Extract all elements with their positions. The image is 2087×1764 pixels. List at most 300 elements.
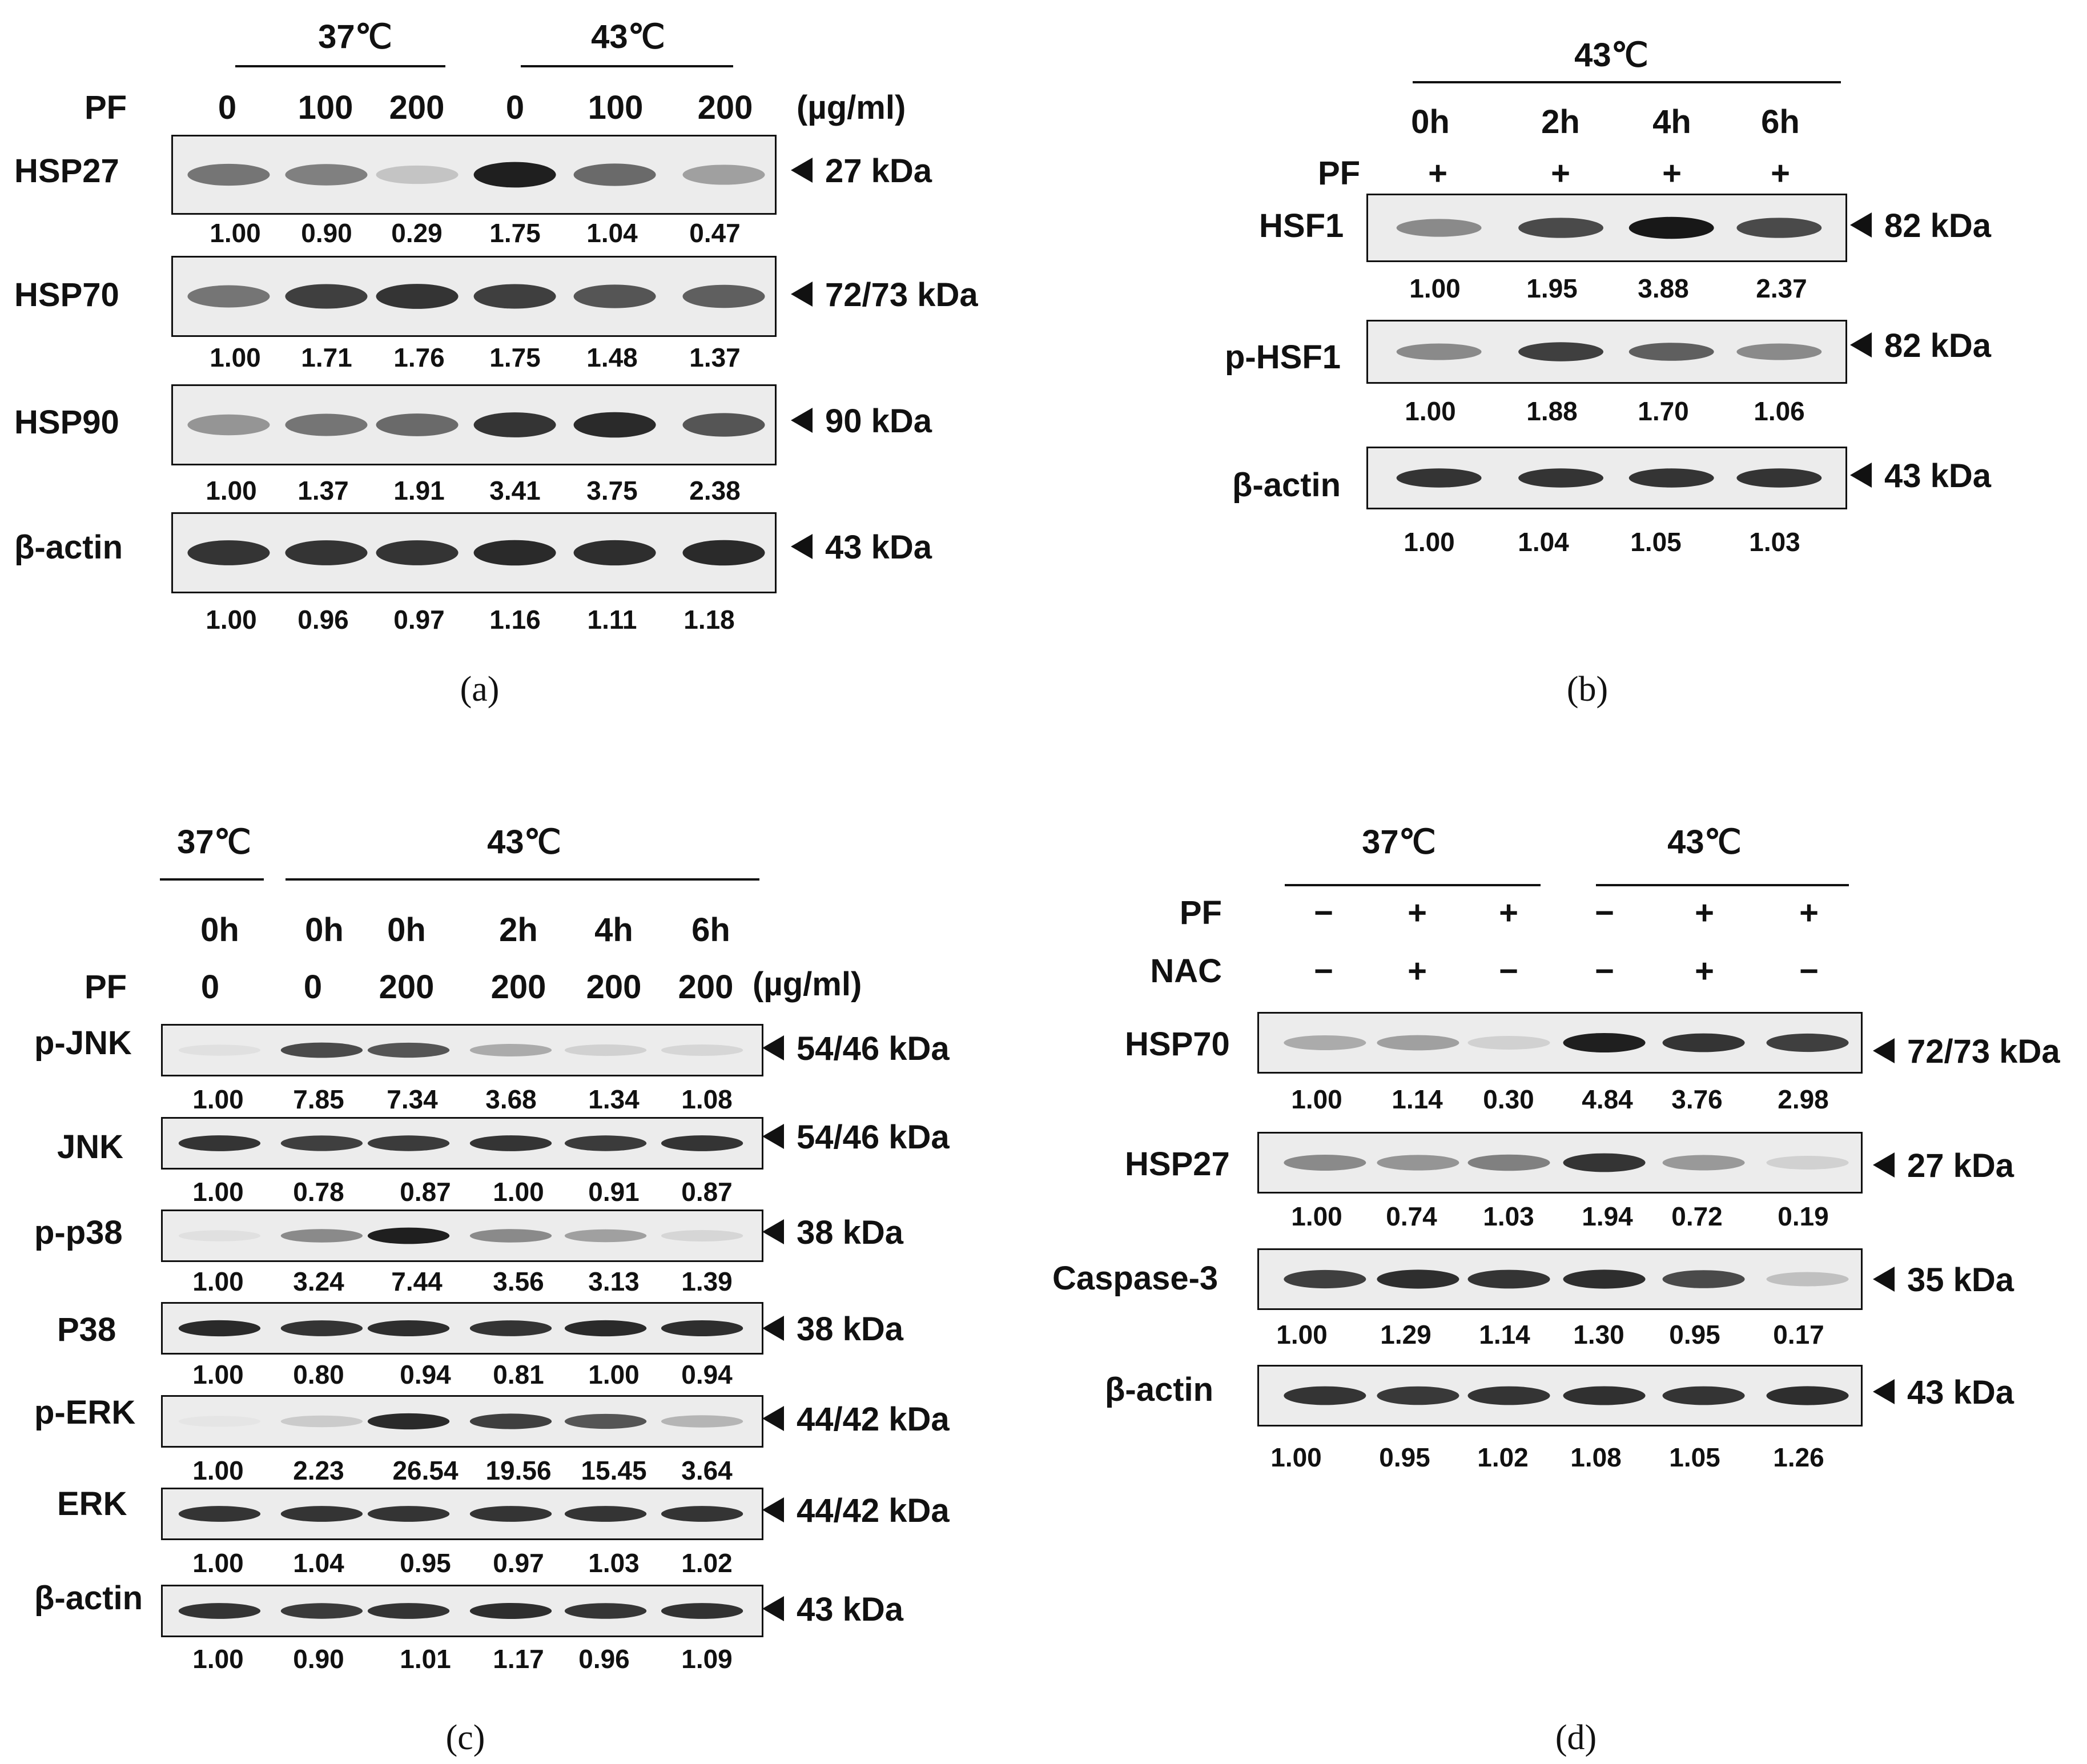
mw-marker: 43 kDa xyxy=(1873,1373,2014,1412)
blot-band xyxy=(368,1506,449,1522)
blot-band xyxy=(281,1506,363,1522)
temp-bar-43 xyxy=(285,878,759,881)
dose-label: 200 xyxy=(389,89,445,126)
quant-value: 0.97 xyxy=(493,1548,544,1578)
quant-value: 0.97 xyxy=(393,605,445,634)
blot-band xyxy=(1767,1386,1849,1405)
quant-value: 1.08 xyxy=(681,1084,733,1114)
temp-bar-37 xyxy=(235,65,445,67)
quant-value: 0.17 xyxy=(1773,1320,1824,1349)
arrow-icon xyxy=(762,1596,784,1621)
blot-band xyxy=(179,1135,260,1151)
temp-label-37: 37℃ xyxy=(1362,823,1436,861)
blot-band xyxy=(470,1044,552,1056)
arrow-icon xyxy=(762,1219,784,1244)
time-label: 0h xyxy=(1411,103,1450,140)
blot-band xyxy=(285,284,367,309)
quant-value: 1.00 xyxy=(192,1177,244,1207)
dose-label: 0 xyxy=(200,969,220,1006)
arrow-icon xyxy=(1873,1152,1895,1178)
blot-bands xyxy=(1368,322,1845,382)
dose-label: 0 xyxy=(505,89,525,126)
mw-marker: 44/42 kDa xyxy=(762,1492,950,1530)
quant-value: 0.90 xyxy=(293,1644,344,1674)
pf-sign: + xyxy=(1551,155,1570,192)
nac-sign: − xyxy=(1595,953,1614,990)
blot-band xyxy=(661,1320,743,1336)
mw-marker: 27 kDa xyxy=(1873,1147,2014,1185)
time-label: 4h xyxy=(594,911,633,949)
protein-label: HSP27 xyxy=(14,152,119,190)
blot-image xyxy=(1257,1248,1863,1310)
pf-sign: + xyxy=(1662,155,1682,192)
quant-value: 1.03 xyxy=(588,1548,640,1578)
temp-bar-43 xyxy=(521,65,733,67)
quant-value: 1.09 xyxy=(681,1644,733,1674)
blot-band xyxy=(682,540,765,566)
blot-image xyxy=(171,512,777,593)
blot-band xyxy=(682,285,765,308)
blot-band xyxy=(1736,218,1821,238)
blot-band xyxy=(179,1416,260,1427)
dose-label: 100 xyxy=(297,89,353,126)
quant-value: 3.76 xyxy=(1671,1084,1723,1114)
blot-image xyxy=(1366,194,1847,262)
protein-label: JNK xyxy=(57,1128,124,1166)
quant-value: 1.14 xyxy=(1479,1320,1530,1349)
blot-band xyxy=(574,284,656,308)
blot-bands xyxy=(1368,448,1845,508)
blot-image xyxy=(161,1302,763,1355)
quant-value: 7.85 xyxy=(293,1084,344,1114)
blot-band xyxy=(285,540,367,565)
quant-value: 1.00 xyxy=(1270,1442,1322,1472)
blot-bands xyxy=(1259,1014,1861,1072)
panel-caption: (a) xyxy=(460,670,500,709)
blot-band xyxy=(1284,1387,1366,1405)
blot-band xyxy=(1467,1155,1550,1171)
nac-sign: − xyxy=(1314,953,1333,990)
temp-label-37: 37℃ xyxy=(318,18,392,55)
blot-bands xyxy=(173,258,775,335)
blot-bands xyxy=(163,1397,762,1446)
blot-image xyxy=(171,384,777,465)
blot-band xyxy=(574,540,656,565)
quant-value: 0.87 xyxy=(400,1177,451,1207)
blot-band xyxy=(474,162,556,188)
blot-band xyxy=(281,1229,363,1243)
blot-band xyxy=(682,413,765,436)
blot-band xyxy=(661,1044,743,1056)
quant-value: 7.44 xyxy=(391,1267,443,1296)
blot-band xyxy=(376,166,459,184)
blot-image xyxy=(161,1395,763,1448)
quant-value: 1.00 xyxy=(1404,527,1455,557)
quant-value: 0.29 xyxy=(391,218,443,248)
protein-label: HSP70 xyxy=(14,276,119,314)
blot-band xyxy=(187,540,270,565)
mw-marker: 82 kDa xyxy=(1850,207,1991,245)
temp-label-43: 43℃ xyxy=(591,18,665,55)
blot-band xyxy=(179,1506,260,1522)
blot-band xyxy=(1663,1387,1745,1405)
quant-value: 1.76 xyxy=(393,343,445,372)
blot-band xyxy=(661,1135,743,1151)
protein-label: p-ERK xyxy=(34,1394,136,1431)
blot-band xyxy=(1518,468,1603,487)
protein-label: HSP90 xyxy=(14,404,119,441)
quant-value: 0.95 xyxy=(1669,1320,1720,1349)
blot-band xyxy=(1663,1155,1745,1170)
quant-value: 1.00 xyxy=(588,1360,640,1389)
mw-marker: 35 kDa xyxy=(1873,1261,2014,1299)
protein-label: P38 xyxy=(57,1311,116,1348)
blot-bands xyxy=(1368,195,1845,260)
mw-marker: 27 kDa xyxy=(791,152,932,190)
time-label: 0h xyxy=(200,911,239,949)
quant-value: 7.34 xyxy=(387,1084,438,1114)
blot-image xyxy=(171,135,777,215)
blot-band xyxy=(285,164,367,186)
quant-value: 1.14 xyxy=(1392,1084,1443,1114)
quant-value: 3.56 xyxy=(493,1267,544,1296)
quant-value: 1.00 xyxy=(192,1084,244,1114)
quant-value: 3.88 xyxy=(1638,274,1689,303)
blot-band xyxy=(1563,1269,1646,1288)
quant-value: 0.95 xyxy=(400,1548,451,1578)
blot-band xyxy=(1467,1036,1550,1050)
blot-band xyxy=(682,164,765,184)
nac-label: NAC xyxy=(1150,953,1222,990)
pf-sign: − xyxy=(1314,894,1333,931)
quant-value: 2.23 xyxy=(293,1456,344,1485)
dose-label: 200 xyxy=(586,969,642,1006)
mw-marker: 72/73 kDa xyxy=(1873,1032,2060,1071)
quant-value: 0.90 xyxy=(301,218,352,248)
time-label: 2h xyxy=(499,911,538,949)
quant-value: 0.95 xyxy=(1379,1442,1430,1472)
quant-value: 1.00 xyxy=(210,343,261,372)
quant-value: 1.71 xyxy=(301,343,352,372)
quant-value: 1.00 xyxy=(1291,1084,1342,1114)
blot-band xyxy=(368,1413,449,1429)
dose-label: 0 xyxy=(303,969,323,1006)
treatment-label: PF xyxy=(1318,155,1361,192)
blot-band xyxy=(565,1414,646,1429)
protein-label: p-HSF1 xyxy=(1225,339,1341,376)
quant-value: 1.29 xyxy=(1380,1320,1431,1349)
protein-label: β-actin xyxy=(1105,1371,1214,1408)
mw-marker: 54/46 kDa xyxy=(762,1030,950,1068)
blot-band xyxy=(1377,1155,1459,1170)
quant-value: 1.00 xyxy=(1409,274,1461,303)
quant-value: 1.70 xyxy=(1638,396,1689,426)
quant-value: 1.11 xyxy=(587,605,637,634)
quant-value: 3.75 xyxy=(586,476,638,505)
arrow-icon xyxy=(791,282,813,307)
blot-band xyxy=(1284,1155,1366,1171)
blot-band xyxy=(470,1229,552,1243)
blot-bands xyxy=(1259,1134,1861,1192)
blot-band xyxy=(376,284,459,309)
temp-label-43: 43℃ xyxy=(487,823,561,861)
blot-band xyxy=(1629,217,1714,239)
arrow-icon xyxy=(1873,1379,1895,1404)
pf-sign: − xyxy=(1595,894,1614,931)
blot-band xyxy=(661,1603,743,1619)
quant-value: 1.00 xyxy=(493,1177,544,1207)
quant-value: 3.68 xyxy=(485,1084,537,1114)
blot-band xyxy=(565,1135,646,1151)
blot-band xyxy=(368,1043,449,1058)
quant-value: 1.03 xyxy=(1483,1202,1534,1231)
quant-value: 1.00 xyxy=(206,605,257,634)
arrow-icon xyxy=(791,534,813,559)
quant-value: 1.05 xyxy=(1630,527,1682,557)
dose-label: 200 xyxy=(379,969,435,1006)
quant-value: 1.30 xyxy=(1573,1320,1624,1349)
mw-marker: 54/46 kDa xyxy=(762,1118,950,1156)
blot-band xyxy=(1518,218,1603,238)
quant-value: 1.00 xyxy=(206,476,257,505)
blot-band xyxy=(1397,219,1482,236)
quant-value: 1.75 xyxy=(489,343,541,372)
quant-value: 1.00 xyxy=(192,1548,244,1578)
arrow-icon xyxy=(762,1035,784,1060)
pf-sign: + xyxy=(1499,894,1518,931)
quant-value: 0.47 xyxy=(689,218,741,248)
protein-label: β-actin xyxy=(34,1580,143,1617)
blot-band xyxy=(470,1320,552,1336)
blot-band xyxy=(470,1603,552,1619)
nac-sign: + xyxy=(1695,953,1714,990)
quant-value: 1.00 xyxy=(192,1644,244,1674)
blot-band xyxy=(661,1506,743,1522)
blot-band xyxy=(1284,1270,1366,1288)
time-label: 6h xyxy=(691,911,730,949)
arrow-icon xyxy=(762,1124,784,1149)
panel-caption: (c) xyxy=(445,1718,485,1757)
blot-band xyxy=(474,284,556,309)
blot-image xyxy=(1366,320,1847,384)
time-label: 0h xyxy=(305,911,344,949)
panel-caption: (d) xyxy=(1555,1718,1597,1757)
mw-marker: 72/73 kDa xyxy=(791,276,978,314)
blot-bands xyxy=(173,386,775,464)
quant-value: 0.30 xyxy=(1483,1084,1534,1114)
temp-bar-37 xyxy=(160,878,264,881)
blot-band xyxy=(187,164,270,186)
blot-band xyxy=(1284,1035,1366,1050)
blot-band xyxy=(1397,343,1482,360)
temp-label-43: 43℃ xyxy=(1574,37,1648,74)
blot-image xyxy=(161,1585,763,1637)
quant-value: 15.45 xyxy=(581,1456,647,1485)
blot-image xyxy=(161,1117,763,1170)
nac-sign: + xyxy=(1408,953,1427,990)
treatment-label: PF xyxy=(1179,894,1222,931)
blot-band xyxy=(474,540,556,566)
quant-value: 0.91 xyxy=(588,1177,640,1207)
quant-value: 1.17 xyxy=(493,1644,544,1674)
arrow-icon xyxy=(791,158,813,183)
mw-marker: 43 kDa xyxy=(762,1590,903,1629)
protein-label: HSF1 xyxy=(1259,207,1344,244)
quant-value: 1.37 xyxy=(689,343,741,372)
quant-value: 0.80 xyxy=(293,1360,344,1389)
quant-value: 1.04 xyxy=(293,1548,344,1578)
blot-band xyxy=(1563,1154,1646,1172)
quant-value: 1.00 xyxy=(192,1267,244,1296)
time-label: 4h xyxy=(1652,103,1691,140)
blot-band xyxy=(574,163,656,186)
blot-band xyxy=(1663,1270,1745,1288)
arrow-icon xyxy=(762,1316,784,1341)
blot-image xyxy=(171,256,777,337)
quant-value: 19.56 xyxy=(485,1456,552,1485)
blot-band xyxy=(376,540,459,565)
time-label: 6h xyxy=(1761,103,1800,140)
blot-band xyxy=(281,1416,363,1427)
protein-label: HSP27 xyxy=(1125,1146,1230,1183)
blot-band xyxy=(565,1229,646,1243)
quant-value: 3.24 xyxy=(293,1267,344,1296)
blot-band xyxy=(1397,468,1482,487)
blot-band xyxy=(470,1506,552,1522)
quant-value: 2.38 xyxy=(689,476,741,505)
quant-value: 0.74 xyxy=(1386,1202,1437,1231)
mw-marker: 43 kDa xyxy=(791,528,932,566)
arrow-icon xyxy=(1873,1267,1895,1292)
time-label: 0h xyxy=(387,911,426,949)
dose-label: 200 xyxy=(490,969,546,1006)
quant-value: 1.04 xyxy=(586,218,638,248)
blot-band xyxy=(470,1135,552,1151)
protein-label: β-actin xyxy=(1232,467,1341,504)
protein-label: β-actin xyxy=(14,529,123,566)
quant-value: 1.01 xyxy=(400,1644,451,1674)
blot-bands xyxy=(163,1026,762,1075)
quant-value: 1.16 xyxy=(489,605,541,634)
blot-band xyxy=(179,1230,260,1241)
dose-label: 200 xyxy=(697,89,753,126)
quant-value: 1.00 xyxy=(1291,1202,1342,1231)
arrow-icon xyxy=(791,408,813,433)
blot-band xyxy=(661,1230,743,1241)
blot-bands xyxy=(1259,1367,1861,1425)
protein-label: Caspase-3 xyxy=(1052,1260,1219,1297)
blot-band xyxy=(470,1413,552,1429)
quant-value: 0.81 xyxy=(493,1360,544,1389)
temp-bar-43 xyxy=(1596,884,1849,886)
quant-value: 0.94 xyxy=(681,1360,733,1389)
quant-value: 1.03 xyxy=(1749,527,1800,557)
panel-caption: (b) xyxy=(1566,670,1609,709)
quant-value: 1.48 xyxy=(586,343,638,372)
blot-band xyxy=(1377,1387,1459,1405)
unit-label: (µg/ml) xyxy=(753,966,862,1003)
quant-value: 4.84 xyxy=(1582,1084,1633,1114)
quant-value: 1.18 xyxy=(683,605,735,634)
quant-value: 1.08 xyxy=(1570,1442,1622,1472)
quant-value: 3.41 xyxy=(489,476,541,505)
protein-label: p-JNK xyxy=(34,1024,132,1062)
quant-value: 1.02 xyxy=(1477,1442,1529,1472)
pf-sign: + xyxy=(1428,155,1447,192)
blot-band xyxy=(187,415,270,435)
quant-value: 1.06 xyxy=(1754,396,1805,426)
blot-band xyxy=(376,413,459,436)
blot-image xyxy=(161,1488,763,1540)
protein-label: HSP70 xyxy=(1125,1026,1230,1063)
quant-value: 1.75 xyxy=(489,218,541,248)
quant-value: 1.26 xyxy=(1773,1442,1824,1472)
nac-sign: − xyxy=(1499,953,1518,990)
quant-value: 0.96 xyxy=(297,605,349,634)
blot-band xyxy=(1767,1034,1849,1052)
quant-value: 1.37 xyxy=(297,476,349,505)
quant-value: 0.87 xyxy=(681,1177,733,1207)
blot-bands xyxy=(163,1119,762,1168)
blot-band xyxy=(1767,1272,1849,1287)
quant-value: 1.39 xyxy=(681,1267,733,1296)
dose-label: 100 xyxy=(588,89,644,126)
pf-sign: + xyxy=(1799,894,1819,931)
quant-value: 0.72 xyxy=(1671,1202,1723,1231)
temp-bar-37 xyxy=(1285,884,1541,886)
dose-label: 200 xyxy=(678,969,734,1006)
blot-band xyxy=(1377,1035,1459,1051)
dose-label: 0 xyxy=(218,89,237,126)
blot-band xyxy=(474,412,556,437)
blot-image xyxy=(1257,1365,1863,1427)
quant-value: 1.00 xyxy=(1405,396,1456,426)
blot-band xyxy=(1736,343,1821,360)
quant-value: 1.00 xyxy=(1276,1320,1328,1349)
quant-value: 1.04 xyxy=(1518,527,1569,557)
blot-band xyxy=(1563,1386,1646,1405)
quant-value: 1.88 xyxy=(1526,396,1578,426)
blot-band xyxy=(281,1320,363,1336)
blot-band xyxy=(1736,468,1821,487)
quant-value: 1.94 xyxy=(1582,1202,1633,1231)
blot-band xyxy=(368,1135,449,1151)
blot-band xyxy=(1563,1033,1646,1052)
pf-sign: + xyxy=(1408,894,1427,931)
blot-band xyxy=(179,1044,260,1055)
quant-value: 1.00 xyxy=(210,218,261,248)
temp-label-43: 43℃ xyxy=(1667,823,1742,861)
blot-image xyxy=(1257,1012,1863,1074)
blot-image xyxy=(1366,447,1847,509)
treatment-label: PF xyxy=(85,969,127,1006)
blot-band xyxy=(1467,1387,1550,1405)
blot-band xyxy=(368,1228,449,1244)
blot-band xyxy=(565,1320,646,1336)
pf-sign: + xyxy=(1771,155,1790,192)
mw-marker: 44/42 kDa xyxy=(762,1400,950,1438)
temp-label-37: 37℃ xyxy=(177,823,251,861)
arrow-icon xyxy=(1873,1038,1895,1063)
nac-sign: − xyxy=(1799,953,1819,990)
blot-band xyxy=(285,414,367,436)
mw-marker: 82 kDa xyxy=(1850,327,1991,365)
quant-value: 2.37 xyxy=(1756,274,1807,303)
blot-band xyxy=(281,1135,363,1151)
pf-sign: + xyxy=(1695,894,1714,931)
blot-band xyxy=(368,1603,449,1619)
arrow-icon xyxy=(1850,212,1872,238)
